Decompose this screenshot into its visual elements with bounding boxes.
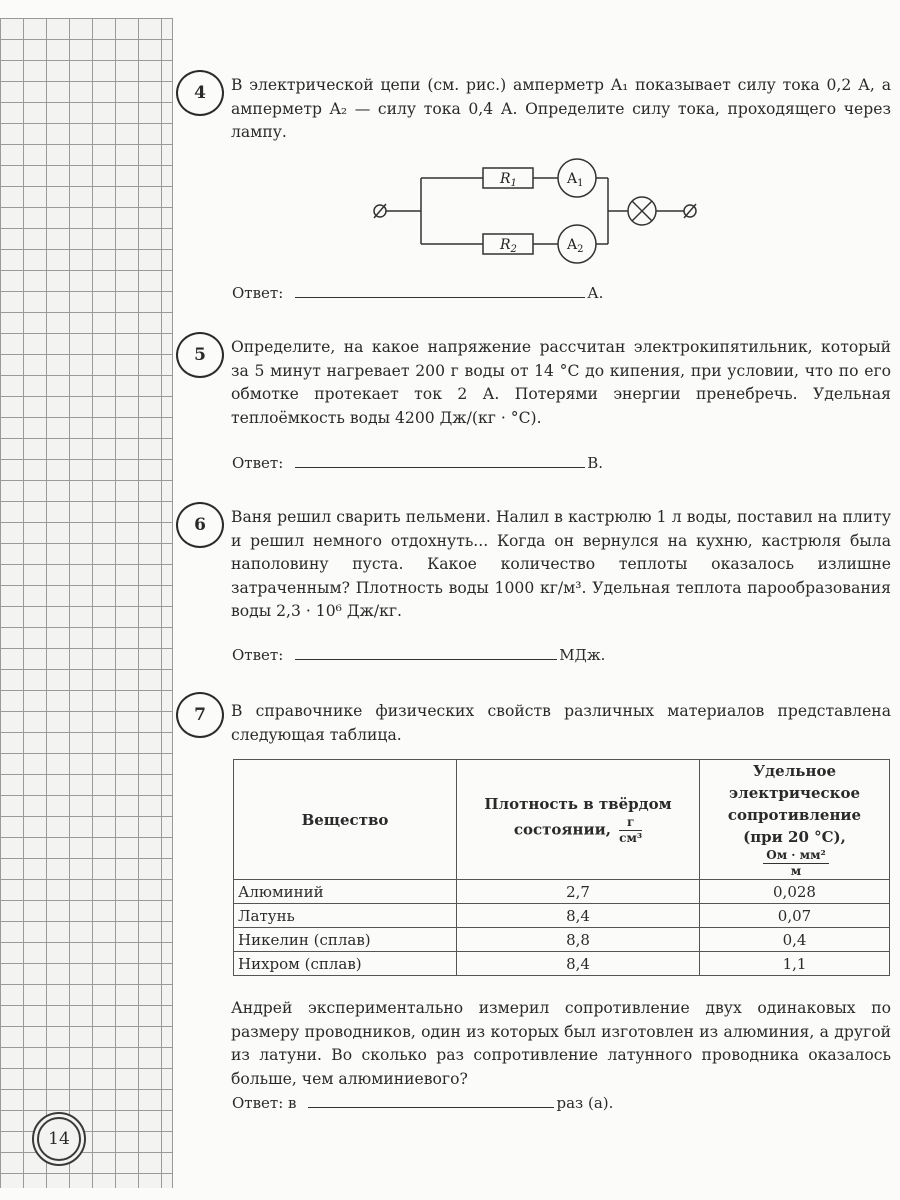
cell-substance: Алюминий bbox=[234, 880, 457, 904]
header-substance: Вещество bbox=[234, 760, 457, 880]
circuit-diagram bbox=[360, 155, 710, 275]
answer-field[interactable] bbox=[295, 296, 585, 298]
task-7-text: В справочнике физических свойств различных материалов представлена следующая таблица. bbox=[231, 702, 891, 744]
svg-text:R2: $R_2$ bbox=[500, 237, 517, 255]
svg-text:A2: $A_2$ bbox=[567, 237, 584, 255]
page-number: 14 bbox=[48, 1129, 70, 1149]
cell-density: 2,7 bbox=[457, 880, 700, 904]
task-4-answer bbox=[232, 284, 603, 302]
cell-substance: Нихром (сплав) bbox=[234, 952, 457, 976]
answer-label: Ответ: bbox=[232, 646, 284, 664]
cell-resistivity: 0,07 bbox=[700, 904, 890, 928]
cell-density: 8,4 bbox=[457, 952, 700, 976]
cell-substance: Никелин (сплав) bbox=[234, 928, 457, 952]
header-density: Плотность в твёрдом состоянии, $\frac{г}{\text{см³}}$ bbox=[457, 760, 700, 880]
r2-label: R bbox=[500, 237, 511, 253]
page-number-badge bbox=[32, 1112, 86, 1166]
task-number-6: 6 bbox=[176, 502, 224, 548]
cell-density: 8,8 bbox=[457, 928, 700, 952]
answer-unit: В. bbox=[587, 454, 604, 472]
answer-field[interactable] bbox=[308, 1106, 554, 1108]
answer-unit: МДж. bbox=[559, 646, 606, 664]
cell-density: 8,4 bbox=[457, 904, 700, 928]
task-number-4: 4 bbox=[176, 70, 224, 116]
cell-resistivity: 0,4 bbox=[700, 928, 890, 952]
table-row bbox=[234, 904, 890, 928]
task-number-5: 5 bbox=[176, 332, 224, 378]
task-4-text: В электрической цепи (см. рис.) амперметр A₁ показывает силу тока 0,2 А, а амперметр A₂ — силу тока 0,4 А. Определите силу тока, проходящего через лампу. bbox=[231, 76, 891, 141]
answer-unit: А. bbox=[587, 284, 604, 302]
cell-resistivity: 1,1 bbox=[700, 952, 890, 976]
cell-resistivity: 0,028 bbox=[700, 880, 890, 904]
task-number-7: 7 bbox=[176, 692, 224, 738]
a1-label: A bbox=[567, 171, 578, 187]
task-6-text: Ваня решил сварить пельмени. Налил в кастрюлю 1 л воды, поставил на плиту и решил немного отдохнуть... Когда он вернулся на кухню, кастрюля была наполовину пуста. Какое количество теплоты оказалось излишне затраченным? Плотность воды 1000 кг/м³. Удельная теплота парообразования воды 2,3 · 10⁶ Дж/кг. bbox=[231, 508, 891, 620]
density-unit: $\frac{г}{\text{см³}}$ bbox=[619, 815, 643, 845]
answer-label: Ответ: bbox=[232, 284, 284, 302]
svg-text:A1: $A_1$ bbox=[567, 171, 584, 189]
task-5-text: Определите, на какое напряжение рассчитан электрокипятильник, который за 5 минут нагревает 200 г воды от 14 °С до кипения, при условии, что по его обмотке протекает ток 2 А. Потерями энергии пренебречь. Удельная теплоёмкость воды 4200 Дж/(кг · °С). bbox=[231, 338, 891, 427]
svg-text:R1: $R_1$ bbox=[500, 171, 517, 189]
answer-label: Ответ: bbox=[232, 454, 284, 472]
table-row bbox=[234, 952, 890, 976]
answer-label: Ответ: в bbox=[232, 1094, 297, 1112]
task-6-answer bbox=[232, 646, 605, 664]
answer-field[interactable] bbox=[295, 466, 585, 468]
task-7-answer bbox=[232, 1094, 613, 1112]
a2-label: A bbox=[567, 237, 578, 253]
task-5-answer bbox=[232, 454, 603, 472]
cell-substance: Латунь bbox=[234, 904, 457, 928]
table-row bbox=[234, 928, 890, 952]
resistivity-unit: $\frac{\text{Ом · мм²}}{м}$ bbox=[763, 848, 829, 879]
task-7-question: Андрей экспериментально измерил сопротивление двух одинаковых по размеру проводников, один из которых был изготовлен из алюминия, а другой из латуни. Во сколько раз сопротивление латунного проводника оказалось больше, чем алюминиевого? bbox=[231, 999, 891, 1088]
header-resistivity: Удельное электрическое сопротивление (при 20 °С), $\frac{\text{Ом · мм²}}{м}$ bbox=[700, 760, 890, 880]
materials-table bbox=[233, 759, 890, 976]
answer-field[interactable] bbox=[295, 658, 557, 660]
r1-label: R bbox=[500, 171, 511, 187]
margin-grid bbox=[0, 18, 173, 1188]
table-row bbox=[234, 880, 890, 904]
answer-unit: раз (а). bbox=[556, 1094, 614, 1112]
table-header-row bbox=[234, 760, 890, 880]
